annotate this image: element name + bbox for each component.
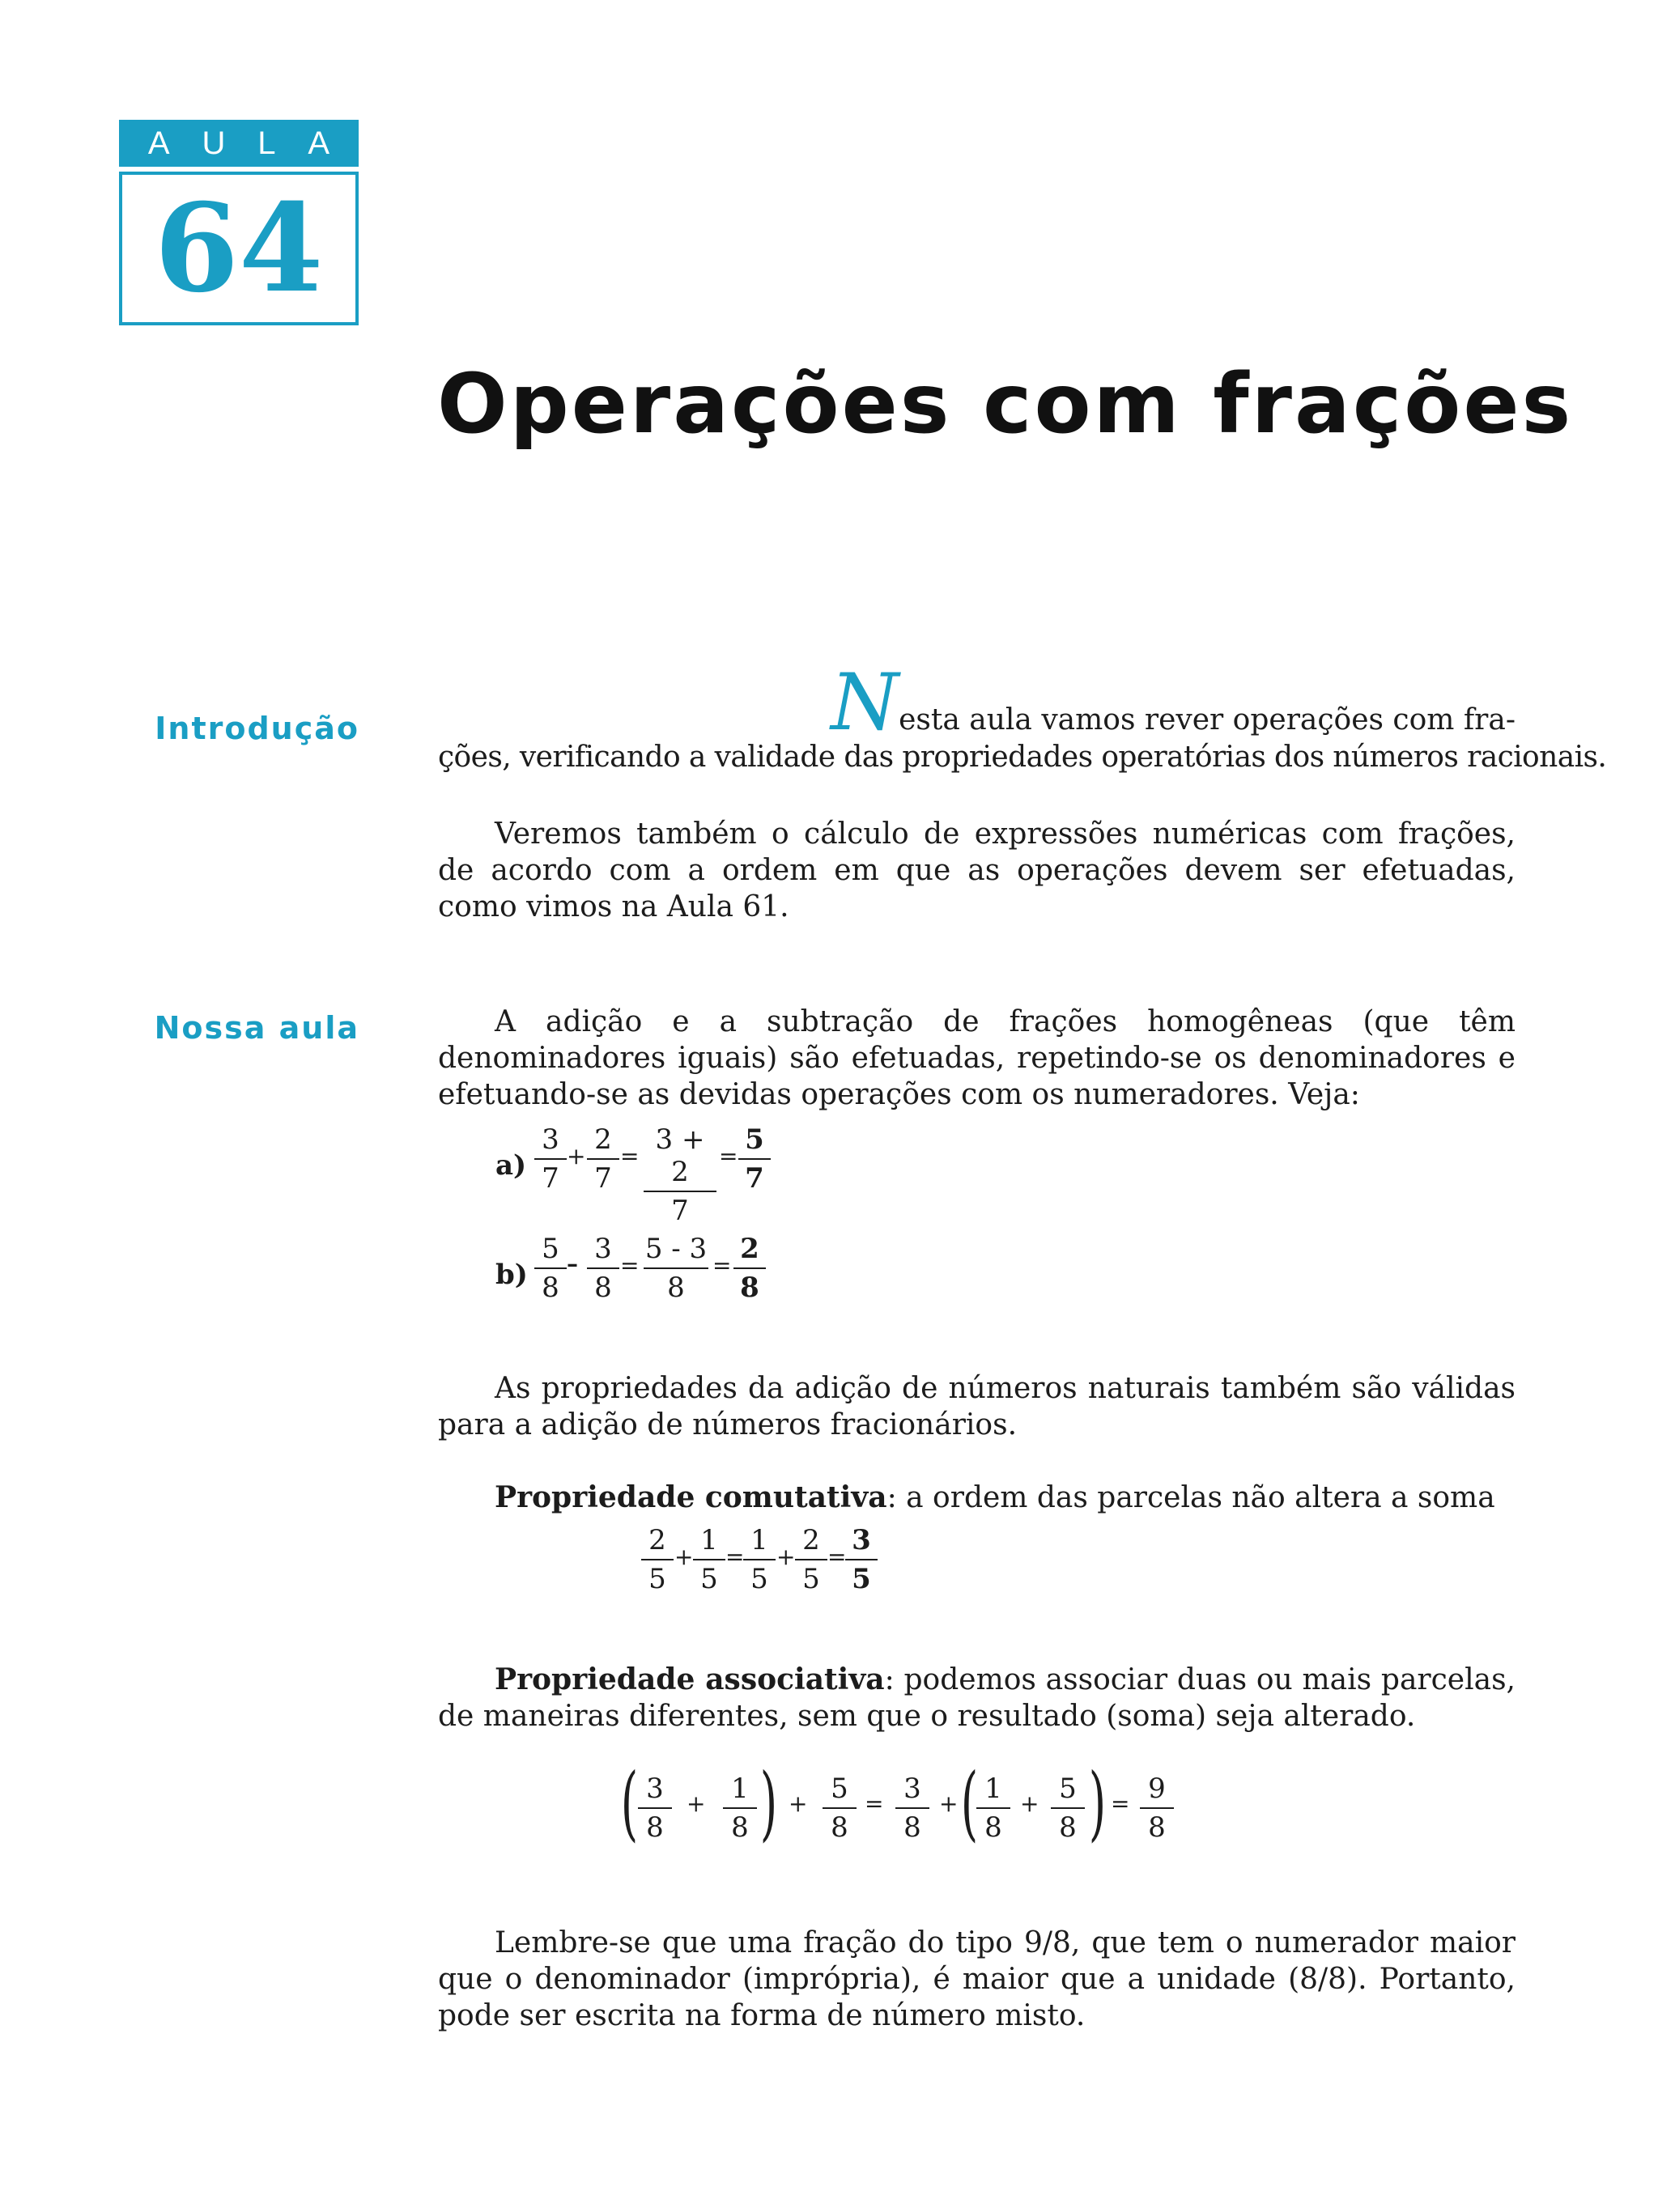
right-parenthesis: ) bbox=[1088, 1756, 1107, 1850]
fraction: 5 8 bbox=[823, 1773, 857, 1844]
comutativa-line bbox=[438, 1480, 1516, 1516]
result-fraction: 2 8 bbox=[733, 1233, 766, 1304]
fraction: 5 8 bbox=[1051, 1773, 1085, 1844]
aula-letter: A bbox=[308, 125, 330, 161]
equals-sign: = bbox=[865, 1790, 884, 1817]
fraction: 2 5 bbox=[641, 1524, 674, 1595]
intro-paragraph-2: Veremos também o cálculo de expressões numéricas com frações, de acordo com a ordem em que as operações devem ser efetuadas, como vimos na Aula 61. bbox=[438, 817, 1516, 923]
result-fraction: 3 5 bbox=[845, 1524, 878, 1595]
comutativa-term: Propriedade comutativa bbox=[495, 1480, 887, 1514]
fraction: 3 8 bbox=[895, 1773, 929, 1844]
fraction: 2 7 bbox=[587, 1123, 619, 1195]
plus-sign: + bbox=[687, 1790, 706, 1817]
nossa-paragraph-1: A adição e a subtração de frações homogêneas (que têm denominadores iguais) são efetuadas, repetindo-se os denominadores e efetuando-se as devidas operações com os numeradores. Veja: bbox=[438, 1005, 1516, 1111]
section-label-nossa-aula: Nossa aula bbox=[154, 1010, 359, 1046]
equals-sign: = bbox=[712, 1252, 732, 1279]
fraction: 1 5 bbox=[743, 1524, 776, 1595]
fraction: 1 8 bbox=[723, 1773, 757, 1844]
fraction: 5 - 3 8 bbox=[644, 1233, 708, 1304]
fraction: 1 8 bbox=[976, 1773, 1010, 1844]
minus-sign: – bbox=[567, 1250, 578, 1277]
aula-number: 64 bbox=[119, 172, 359, 325]
fraction: 5 8 bbox=[534, 1233, 567, 1304]
aula-letter: U bbox=[202, 125, 226, 161]
left-parenthesis: ( bbox=[620, 1756, 639, 1850]
plus-sign: + bbox=[567, 1143, 586, 1170]
left-parenthesis: ( bbox=[960, 1756, 979, 1850]
equals-sign: = bbox=[620, 1143, 640, 1170]
example-b-label: b) bbox=[495, 1259, 528, 1291]
plus-sign: + bbox=[776, 1543, 796, 1570]
equals-sign: = bbox=[719, 1143, 738, 1170]
equals-sign: = bbox=[725, 1543, 745, 1570]
page-title: Operações com frações bbox=[437, 356, 1574, 452]
associativa-paragraph bbox=[438, 1662, 1516, 1734]
associativa-term: Propriedade associativa bbox=[495, 1662, 885, 1696]
aula-letter: L bbox=[257, 125, 276, 161]
aula-letter: A bbox=[147, 125, 170, 161]
fraction: 3 8 bbox=[638, 1773, 672, 1844]
plus-sign: + bbox=[789, 1790, 808, 1817]
drop-cap: N bbox=[831, 657, 899, 748]
nossa-paragraph-3: Lembre-se que uma fração do tipo 9/8, que tem o numerador maior que o denominador (imprópria), é maior que a unidade (8/8). Portanto, pode ser escrita na forma de número misto. bbox=[438, 1926, 1516, 2032]
fraction: 3 7 bbox=[534, 1123, 567, 1195]
plus-sign: + bbox=[939, 1790, 959, 1817]
comutativa-text: : a ordem das parcelas não altera a soma bbox=[886, 1481, 1495, 1514]
example-a-label: a) bbox=[495, 1149, 527, 1182]
associativa-text: : podemos associar duas ou mais parcelas, de maneiras diferentes, sem que o resultado (soma) seja alterado. bbox=[438, 1663, 1516, 1733]
intro-line2: ções, verificando a validade das propriedades operatórias dos números racionais. bbox=[438, 741, 1607, 774]
right-parenthesis: ) bbox=[759, 1756, 778, 1850]
plus-sign: + bbox=[674, 1543, 694, 1570]
intro-first-line bbox=[438, 657, 1516, 748]
result-fraction: 9 8 bbox=[1140, 1773, 1174, 1844]
result-fraction: 5 7 bbox=[738, 1123, 771, 1195]
section-label-introducao: Introdução bbox=[155, 711, 359, 746]
plus-sign: + bbox=[1020, 1790, 1039, 1817]
intro-line1: esta aula vamos rever operações com fra- bbox=[899, 703, 1516, 737]
fraction: 3 8 bbox=[587, 1233, 619, 1304]
aula-label bbox=[119, 120, 359, 167]
equals-sign: = bbox=[1111, 1790, 1130, 1817]
nossa-paragraph-2: As propriedades da adição de números naturais também são válidas para a adição de números fracionários. bbox=[438, 1372, 1516, 1441]
fraction: 2 5 bbox=[795, 1524, 827, 1595]
fraction: 1 5 bbox=[693, 1524, 725, 1595]
equals-sign: = bbox=[827, 1543, 847, 1570]
fraction: 3 + 2 7 bbox=[644, 1123, 716, 1227]
equals-sign: = bbox=[620, 1252, 640, 1279]
